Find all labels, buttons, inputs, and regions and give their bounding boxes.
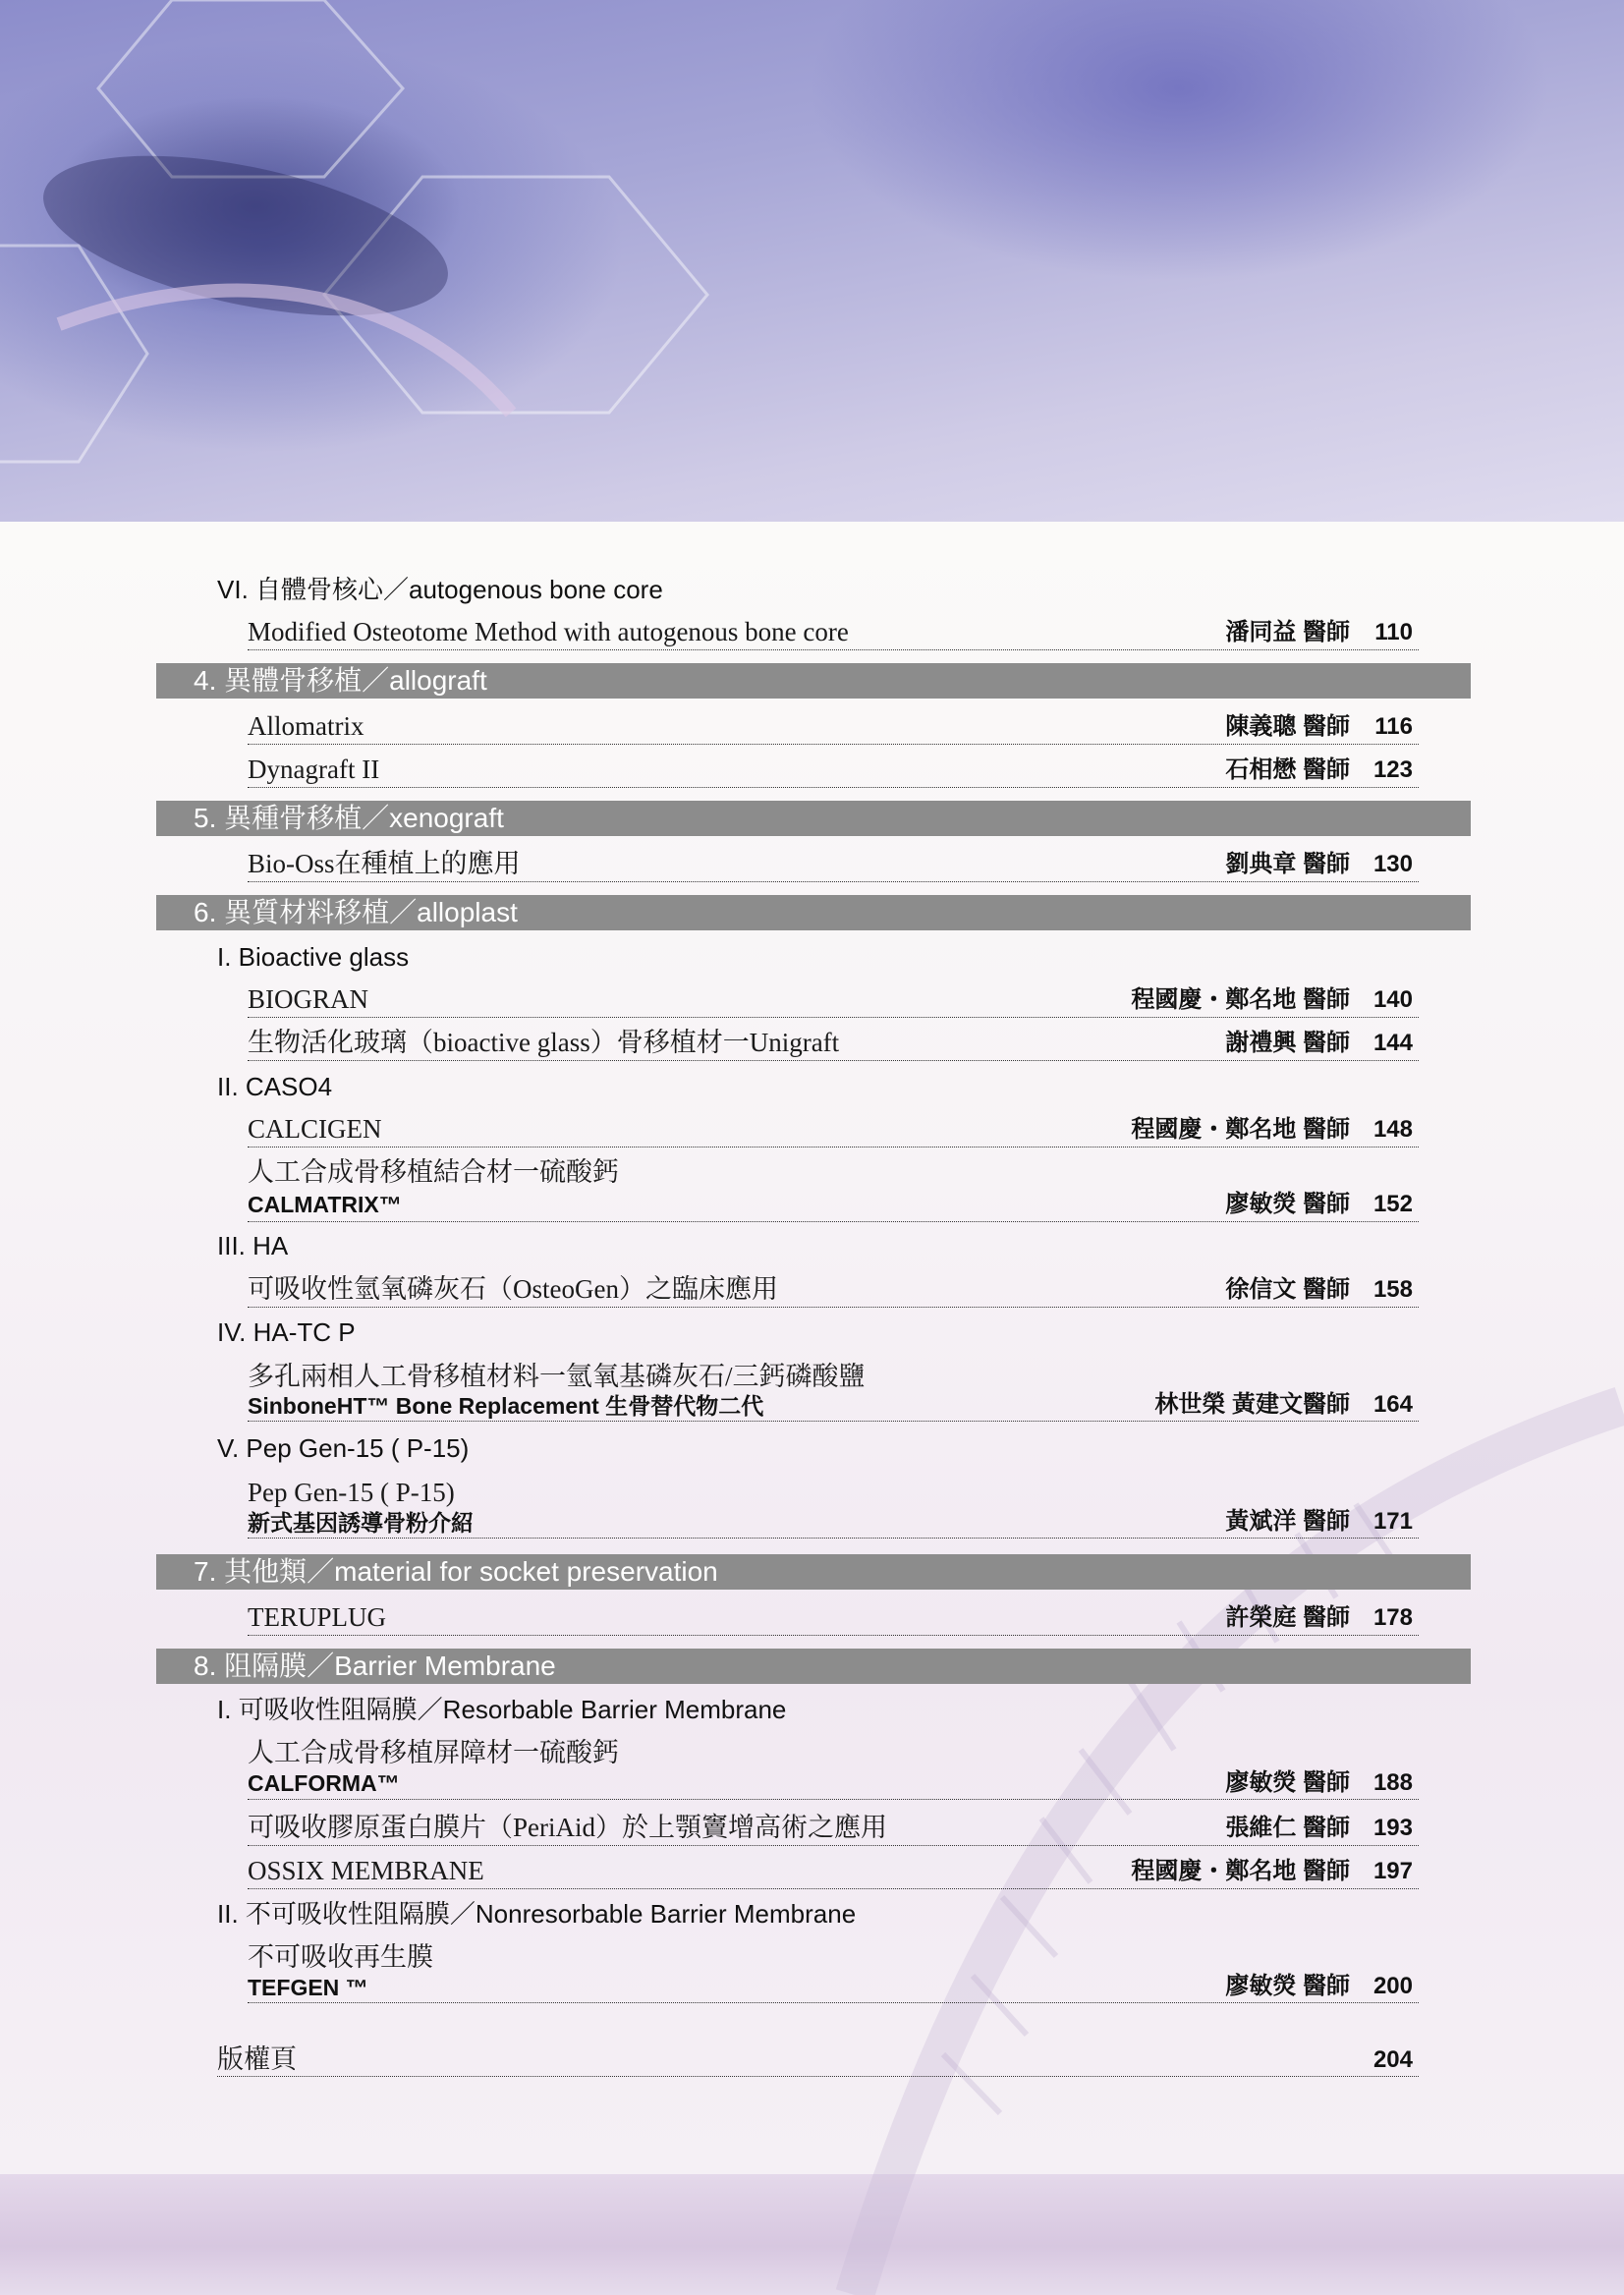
entry-subtitle: CALMATRIX™ [248, 1192, 402, 1217]
toc-entry-calmatrix[interactable] [248, 1155, 1419, 1222]
entry-subtitle: TEFGEN ™ [248, 1975, 368, 2000]
toc-entry-osteotome[interactable] [248, 615, 1419, 650]
entry-author: 林世榮 黃建文醫師 [1154, 1391, 1350, 1418]
entry-subtitle: CALFORMA™ [248, 1770, 400, 1796]
entry-author: 許榮庭 醫師 [1225, 1604, 1350, 1631]
entry-author: 程國慶・鄭名地 醫師 [1131, 1858, 1350, 1884]
toc-entry-unigraft[interactable] [248, 1026, 1419, 1061]
subsection-ha: III. HA [217, 1231, 289, 1260]
entry-author: 程國慶・鄭名地 醫師 [1131, 986, 1350, 1013]
entry-author: 石相懋 醫師 [1225, 756, 1350, 783]
entry-page: 164 [1372, 1391, 1413, 1418]
entry-page: 193 [1372, 1815, 1413, 1841]
section-title: 4. 異體骨移植／allograft [194, 665, 487, 696]
entry-page: 144 [1372, 1030, 1413, 1056]
entry-page: 171 [1372, 1508, 1413, 1535]
entry-author: 廖敏熒 醫師 [1225, 1191, 1350, 1217]
entry-page: 197 [1372, 1858, 1413, 1884]
subsection-ha-tcp: IV. HA-TC P [217, 1317, 356, 1347]
toc-entry-bio-oss[interactable] [248, 847, 1419, 882]
toc-entry-copyright[interactable] [217, 2043, 1419, 2077]
section-header-alloplast [156, 895, 1471, 930]
section-title: 7. 其他類／material for socket preservation [194, 1556, 718, 1587]
section-title: 8. 阻隔膜／Barrier Membrane [194, 1651, 556, 1681]
entry-title: Dynagraft II [248, 755, 380, 784]
entry-title: Bio-Oss在種植上的應用 [248, 849, 521, 878]
entry-author: 潘同益 醫師 [1225, 619, 1350, 645]
entry-subtitle: 新式基因誘導骨粉介紹 [248, 1510, 474, 1536]
subsection-pep-gen: V. Pep Gen-15 ( P-15) [217, 1433, 470, 1463]
toc-entry-sinbone[interactable] [248, 1360, 1419, 1422]
section-title: 5. 異種骨移植／xenograft [194, 803, 504, 833]
entry-title: 人工合成骨移植結合材一硫酸鈣 [248, 1157, 619, 1187]
entry-title: 多孔兩相人工骨移植材料一氫氧基磷灰石/三鈣磷酸鹽 [248, 1362, 866, 1391]
section-header-xenograft [156, 801, 1471, 836]
toc-entry-periaid[interactable] [248, 1811, 1419, 1846]
entry-title: 生物活化玻璃（bioactive glass）骨移植材一Unigraft [248, 1028, 840, 1057]
entry-page: 152 [1372, 1191, 1413, 1217]
toc-entry-teruplug[interactable] [248, 1600, 1419, 1636]
subsection-resorbable-membrane: I. 可吸收性阻隔膜／Resorbable Barrier Membrane [217, 1695, 787, 1724]
entry-author: 謝禮興 醫師 [1225, 1030, 1350, 1056]
entry-title: 可吸收膠原蛋白膜片（PeriAid）於上顎竇增高術之應用 [248, 1813, 887, 1842]
entry-title: 不可吸收再生膜 [248, 1942, 433, 1972]
header-photo [0, 0, 1624, 522]
toc-entry-ossix[interactable] [248, 1854, 1419, 1889]
hexagon-decoration [0, 0, 1624, 522]
entry-subtitle: SinboneHT™ Bone Replacement 生骨替代物二代 [248, 1393, 764, 1419]
entry-title: 人工合成骨移植屏障材一硫酸鈣 [248, 1738, 619, 1767]
entry-author: 廖敏熒 醫師 [1225, 1973, 1350, 1999]
entry-author: 程國慶・鄭名地 醫師 [1131, 1116, 1350, 1143]
entry-page: 200 [1372, 1973, 1413, 1999]
subsection-bioactive-glass: I. Bioactive glass [217, 942, 410, 972]
entry-title: 版權頁 [217, 2044, 297, 2074]
subsection-caso4: II. CASO4 [217, 1072, 333, 1101]
entry-page: 204 [1372, 2046, 1413, 2073]
entry-author: 劉典章 醫師 [1225, 851, 1350, 877]
section-header-socket-preservation [156, 1554, 1471, 1590]
entry-page: 188 [1372, 1769, 1413, 1796]
entry-title: Pep Gen-15 ( P-15) [248, 1478, 455, 1507]
entry-title: Allomatrix [248, 711, 364, 741]
entry-author: 徐信文 醫師 [1225, 1276, 1350, 1303]
entry-page: 178 [1372, 1604, 1413, 1631]
entry-author: 黃斌洋 醫師 [1225, 1508, 1350, 1535]
toc-entry-osteogen[interactable] [248, 1272, 1419, 1308]
entry-page: 148 [1372, 1116, 1413, 1143]
entry-author: 張維仁 醫師 [1225, 1815, 1350, 1841]
entry-page: 116 [1374, 713, 1413, 740]
section-header-allograft [156, 663, 1471, 699]
toc-entry-allomatrix[interactable] [248, 709, 1419, 745]
toc-entry-calforma[interactable] [248, 1736, 1419, 1800]
subsection-nonresorbable-membrane: II. 不可吸收性阻隔膜／Nonresorbable Barrier Membrane [217, 1899, 857, 1929]
entry-page: 110 [1374, 619, 1413, 645]
entry-page: 158 [1372, 1276, 1413, 1303]
section-title: 6. 異質材料移植／alloplast [194, 897, 518, 927]
entry-title: 可吸收性氫氧磷灰石（OsteoGen）之臨床應用 [248, 1274, 778, 1304]
entry-page: 140 [1372, 986, 1413, 1013]
toc-entry-dynagraft[interactable] [248, 753, 1419, 788]
toc-entry-calcigen[interactable] [248, 1112, 1419, 1148]
entry-author: 廖敏熒 醫師 [1225, 1769, 1350, 1796]
entry-author: 陳義聰 醫師 [1225, 713, 1350, 740]
subsection-autogenous-bone-core: VI. 自體骨核心／autogenous bone core [217, 575, 663, 604]
section-header-barrier-membrane [156, 1649, 1471, 1684]
entry-title: Modified Osteotome Method with autogenous bone core [248, 617, 849, 646]
entry-page: 123 [1372, 756, 1413, 783]
toc-entry-biogran[interactable] [248, 982, 1419, 1018]
entry-title: OSSIX MEMBRANE [248, 1856, 484, 1885]
entry-title: TERUPLUG [248, 1602, 386, 1632]
entry-title: BIOGRAN [248, 984, 369, 1014]
toc-entry-tefgen[interactable] [248, 1940, 1419, 2003]
toc-entry-pep-gen[interactable] [248, 1476, 1419, 1539]
entry-title: CALCIGEN [248, 1114, 382, 1144]
entry-page: 130 [1372, 851, 1413, 877]
